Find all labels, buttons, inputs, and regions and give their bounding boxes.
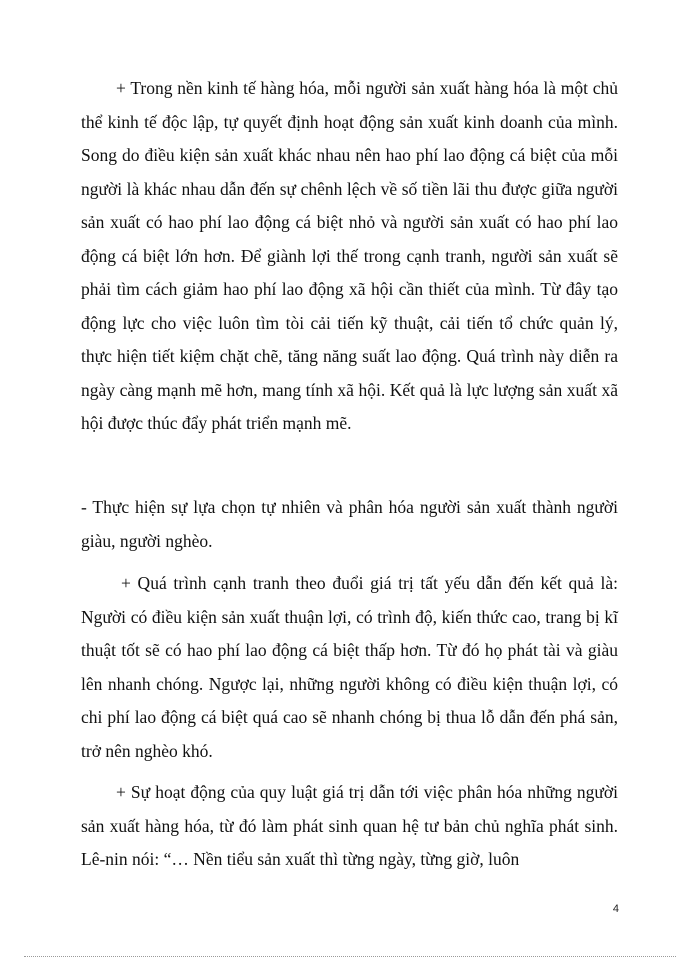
footer-divider — [24, 956, 676, 957]
paragraph-rich-and-poor: + Quá trình cạnh tranh theo đuổi giá trị tất yếu dẫn đến kết quả là: Người có điều kiện sản xuất thuận lợi, có trình độ, kiến thức cao, trang bị kĩ thuật tốt sẽ có hao phí lao động cá biệt thấp hơn. Từ đó họ phát tài và giàu lên nhanh chóng. Ngược lại, những người không có điều kiện thuận lợi, có chi phí lao động cá biệt quá cao sẽ nhanh chóng bị thua lỗ dẫn đến phá sản, trở nên nghèo khó. — [81, 573, 618, 761]
page-number: 4 — [612, 903, 619, 915]
paragraph-value-law-differentiation: + Sự hoạt động của quy luật giá trị dẫn tới việc phân hóa những người sản xuất hàng hóa, từ đó làm phát sinh quan hệ tư bản chủ nghĩa phát sinh. Lê-nin nói: “… Nền tiểu sản xuất thì từng ngày, từng giờ, luôn — [81, 782, 618, 869]
paragraph-natural-selection-heading: - Thực hiện sự lựa chọn tự nhiên và phân hóa người sản xuất thành người giàu, người nghèo. — [81, 497, 618, 551]
paragraph-competition-drives-productivity: + Trong nền kinh tế hàng hóa, mỗi người sản xuất hàng hóa là một chủ thể kinh tế độc lập, tự quyết định hoạt động sản xuất kinh doanh của mình. Song do điều kiện sản xuất khác nhau nên hao phí lao động cá biệt của mỗi người là khác nhau dẫn đến sự chênh lệch về số tiền lãi thu được giữa người sản xuất có hao phí lao động cá biệt nhỏ và người sản xuất có hao phí lao động cá biệt lớn hơn. Để giành lợi thế trong cạnh tranh, người sản xuất sẽ phải tìm cách giảm hao phí lao động xã hội cần thiết của mình. Từ đây tạo động lực cho việc luôn tìm tòi cải tiến kỹ thuật, cải tiến tổ chức quản lý, thực hiện tiết kiệm chặt chẽ, tăng năng suất lao động. Quá trình này diễn ra ngày càng mạnh mẽ hơn, mang tính xã hội. Kết quả là lực lượng sản xuất xã hội được thúc đẩy phát triển mạnh mẽ. — [81, 78, 618, 433]
